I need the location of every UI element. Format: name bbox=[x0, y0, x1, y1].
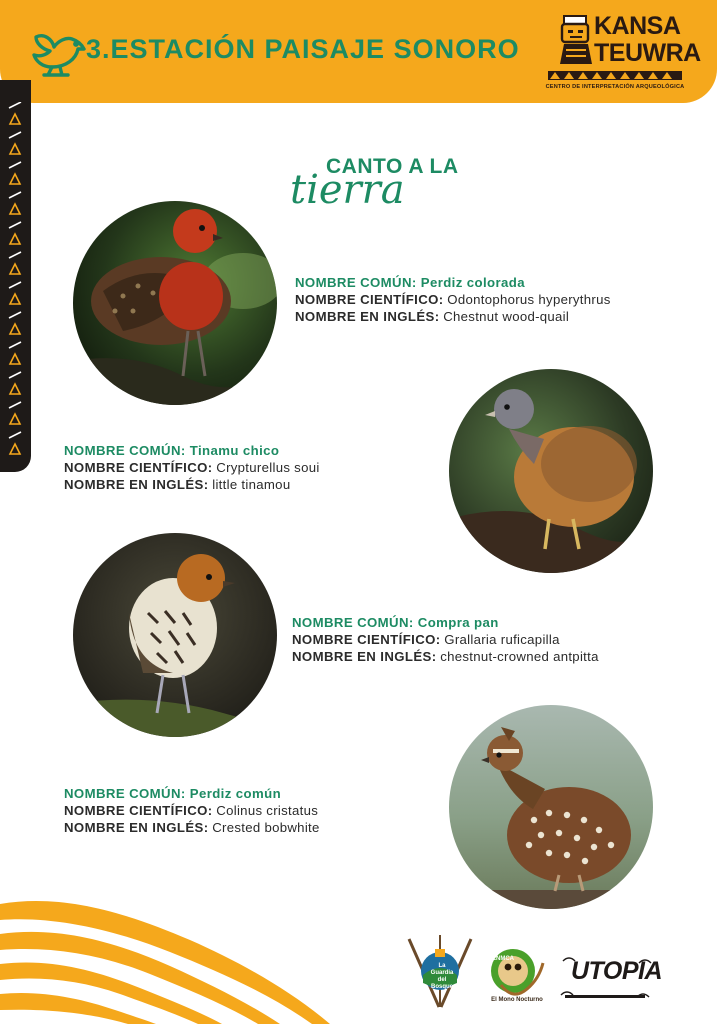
guardia-bosque-name: La Guardia del Bosque bbox=[430, 963, 454, 990]
heading-top: CANTO A LA bbox=[326, 155, 459, 178]
partner-logos bbox=[405, 935, 665, 1015]
decorative-waves bbox=[0, 890, 330, 1024]
section-heading bbox=[286, 153, 486, 213]
scientific-name-label: NOMBRE CIENTÍFICO: bbox=[295, 292, 444, 307]
english-name-value: little tinamou bbox=[212, 477, 291, 492]
page-title: 3.ESTACIÓN PAISAJE SONORO bbox=[86, 34, 520, 64]
english-name-label: NOMBRE EN INGLÉS: bbox=[64, 477, 209, 492]
utopia-name: UTOPIA bbox=[571, 957, 662, 985]
bird-info-2 bbox=[64, 442, 320, 493]
common-name-label: NOMBRE COMÚN: bbox=[295, 275, 417, 290]
logo-line-1: KANSA bbox=[594, 12, 681, 40]
english-name-value: Crested bobwhite bbox=[212, 820, 320, 835]
english-name-label: NOMBRE EN INGLÉS: bbox=[64, 820, 209, 835]
english-name-value: Chestnut wood-quail bbox=[443, 309, 570, 324]
common-name-value: Compra pan bbox=[417, 615, 499, 630]
logo-triangle-pattern bbox=[548, 71, 682, 80]
bird-info-4 bbox=[64, 785, 320, 836]
mono-nocturno-name: El Mono Nocturno bbox=[491, 997, 543, 1003]
kansa-teuwra-logo bbox=[544, 12, 701, 98]
scientific-name-label: NOMBRE CIENTÍFICO: bbox=[64, 803, 213, 818]
bird-photo-compra-pan bbox=[73, 533, 277, 737]
mono-nocturno-badge: ENMCA bbox=[492, 956, 514, 962]
bird-photo-perdiz-comun bbox=[449, 705, 653, 909]
english-name-label: NOMBRE EN INGLÉS: bbox=[292, 649, 437, 664]
scientific-name-label: NOMBRE CIENTÍFICO: bbox=[292, 632, 441, 647]
scientific-name-value: Odontophorus hyperythrus bbox=[447, 292, 611, 307]
heading-script: tierra bbox=[290, 167, 405, 213]
scientific-name-label: NOMBRE CIENTÍFICO: bbox=[64, 460, 213, 475]
logo-subtitle: CENTRO DE INTERPRETACIÓN ARQUEOLÓGICA bbox=[545, 84, 685, 90]
english-name-label: NOMBRE EN INGLÉS: bbox=[295, 309, 440, 324]
common-name-label: NOMBRE COMÚN: bbox=[292, 615, 414, 630]
bird-icon bbox=[30, 27, 88, 77]
common-name-label: NOMBRE COMÚN: bbox=[64, 786, 186, 801]
scientific-name-value: Colinus cristatus bbox=[216, 803, 319, 818]
english-name-value: chestnut-crowned antpitta bbox=[440, 649, 599, 664]
header-banner bbox=[0, 0, 717, 103]
common-name-label: NOMBRE COMÚN: bbox=[64, 443, 186, 458]
bird-photo-perdiz-colorada bbox=[73, 201, 277, 405]
scientific-name-value: Crypturellus soui bbox=[216, 460, 320, 475]
bird-info-1 bbox=[295, 274, 611, 325]
logo-line-2: TEUWRA bbox=[594, 39, 701, 67]
common-name-value: Perdiz común bbox=[189, 786, 282, 801]
common-name-value: Tinamu chico bbox=[189, 443, 280, 458]
scientific-name-value: Grallaria ruficapilla bbox=[444, 632, 560, 647]
bird-info-3 bbox=[292, 614, 599, 665]
decorative-side-strip bbox=[0, 80, 31, 472]
bird-photo-tinamu-chico bbox=[449, 369, 653, 573]
triangle-pattern-icon bbox=[7, 102, 23, 462]
common-name-value: Perdiz colorada bbox=[420, 275, 525, 290]
tribal-figure-icon bbox=[558, 14, 594, 66]
